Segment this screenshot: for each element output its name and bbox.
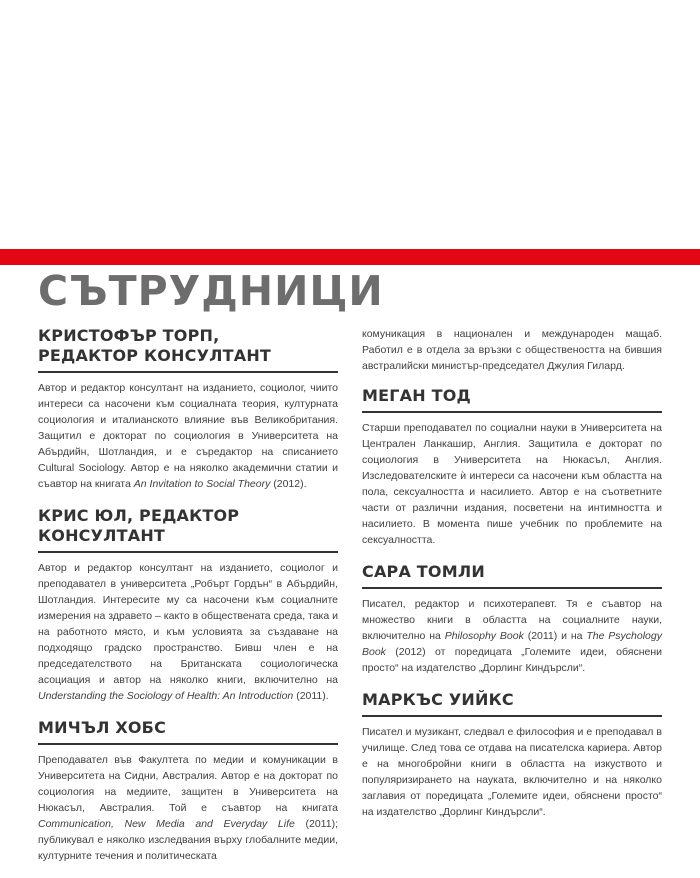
contributor-bio: Писател, редактор и психотерапевт. Тя е съавтор на множество книги в областта на социалните науки, включително на Philosophy Book (2011) и на The Psychology Book (2012) от поредицата „Големите идеи, обяснени просто“ на издателство „Дорлинг Киндърсли“. — [362, 598, 662, 674]
contributor-entry — [38, 326, 338, 492]
left-column — [38, 326, 338, 878]
contributor-entry — [362, 690, 662, 820]
contributor-entry — [38, 718, 338, 864]
contributor-bio: Автор и редактор консултант на изданието, социолог, чиито интереси са насочени към социалната теория, културната социология и италианското влияние във Великобритания. Защитил е докторат по социология в Университета на Абърдийн, Шотландия, и е съредактор на списанието Cultural Sociology. Автор е на няколко академични статии и съавтор на книгата An Invitation to Social Theory (2012). — [38, 382, 338, 490]
contributor-name: МИЧЪЛ ХОБС — [38, 718, 338, 745]
contributor-entry — [362, 386, 662, 548]
contributor-bio: Автор и редактор консултант на изданието, социолог и преподавател в университета „Робърт Гордън“ в Абърдийн, Шотландия. Интересите му са насочени към социалните измерения на здравето – както в обществената среда, така и на работното място, и към условията за създаване на подходящо градско пространство. Бивш член е на председателството на Британската социологическа асоциация и автор на няколко книги, включително на Understanding the Sociology of Health: An Introduction (2011). — [38, 562, 339, 702]
contributor-entry — [362, 562, 662, 676]
book-title: Understanding the Sociology of Health: An Introduction — [38, 690, 294, 702]
book-title: An Invitation to Social Theory — [133, 478, 271, 490]
contributor-name: КРИСТОФЪР ТОРП, РЕДАКТОР КОНСУЛТАНТ — [38, 326, 338, 373]
contributor-name: КРИС ЮЛ, РЕДАКТОР КОНСУЛТАНТ — [38, 506, 338, 553]
contributor-bio: Писател и музикант, следвал е философия и е преподавал в училище. След това се отдава на писателска кариера. Автор е на многобройни книги в областта на изкуството и популяризирането на науката, включително и на няколко заглавия от поредицата „Големите идеи, обяснени просто“ на издателство „Дорлинг Киндърсли“. — [362, 726, 662, 818]
contributor-entry — [38, 506, 338, 704]
contributor-name: САРА ТОМЛИ — [362, 562, 662, 589]
book-title: Philosophy Book — [444, 630, 524, 642]
contributor-name: МАРКЪС УИЙКС — [362, 690, 662, 717]
right-column — [362, 326, 662, 834]
red-header-band — [0, 249, 700, 265]
contributor-bio: Старши преподавател по социални науки в Университета на Централен Ланкашир, Англия. Защитила е докторат по социология в Университета на Нюкасъл, Англия. Изследователските ѝ интереси са насочени към областта на пола, сексуалността и насилието. Автор е на съответните части от различни издания, посветени на интимността и насилието. В момента пише учебник по проблемите на сексуалността. — [362, 422, 662, 546]
book-title: Communication, New Media and Everyday Life — [38, 818, 295, 830]
book-title: The Psychology Book — [362, 630, 662, 658]
continued-bio-text: комуникация в национален и международен мащаб. Работил е в отдела за връзки с обществеността на бившия австралийски министър-председател Джулия Гилард. — [362, 328, 662, 372]
contributor-bio: Преподавател във Факултета по медии и комуникации в Университета на Сидни, Австралия. Автор е на докторат по социология на медиите, защитен в Университета на Нюкасъл, Австралия. Той е съавтор на книгата Communication, New Media and Everyday Life (2011); публикувал е няколко изследвания върху глобалните медии, културните течения и политическата — [38, 754, 338, 862]
page-title: СЪТРУДНИЦИ — [38, 267, 384, 315]
contributor-name: МЕГАН ТОД — [362, 386, 662, 413]
